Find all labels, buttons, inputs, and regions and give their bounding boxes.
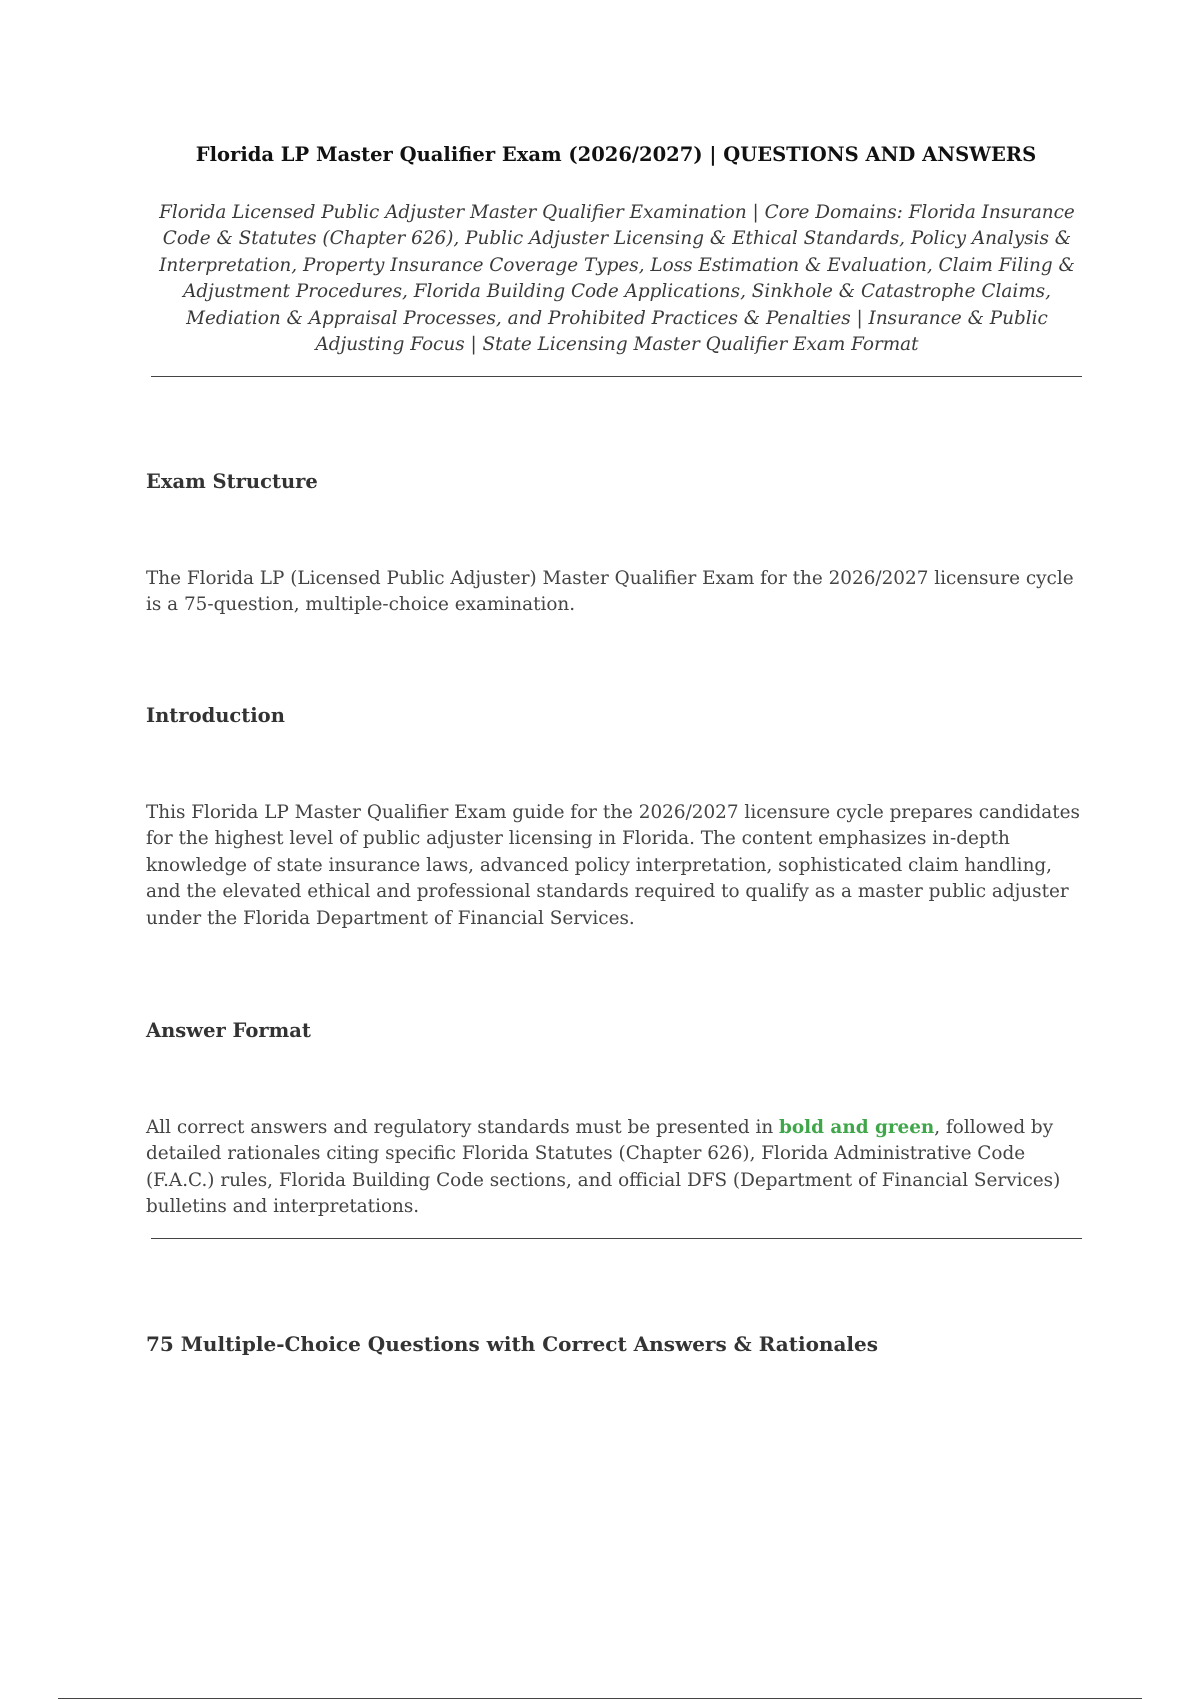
horizontal-divider (151, 376, 1082, 377)
horizontal-divider (151, 1238, 1082, 1239)
answer-format-text-after: , followed by detailed rationales citing specific Florida Statutes (Chapter 626), Florida Administrative Code (F.A.C.) rules, Florida Building Code sections, and official DFS (Department of Financial Services) bulletins and interpretations. (146, 1117, 1061, 1218)
document-title: Florida LP Master Qualifier Exam (2026/2027) | QUESTIONS AND ANSWERS (195, 143, 1037, 166)
introduction-heading: Introduction (146, 704, 285, 727)
questions-heading: 75 Multiple-Choice Questions with Correct Answers & Rationales (146, 1332, 878, 1356)
answer-format-text-before: All correct answers and regulatory standards must be presented in (146, 1117, 780, 1138)
document-subtitle: Florida Licensed Public Adjuster Master Qualifier Examination | Core Domains: Florida Insurance Code & Statutes (Chapter 626), Public Adjuster Licensing & Ethical Standards, Policy Analysis & Interpretation, Property Insurance Coverage Types, Loss Estimation & Evaluation, Claim Filing & Adjustment Procedures, Florida Building Code Applications, Sinkhole & Catastrophe Claims, Mediation & Appraisal Processes, and Prohibited Practices & Penalties | Insurance & Public Adjusting Focus | State Licensing Master Qualifier Exam Format (159, 202, 1075, 356)
introduction-paragraph: This Florida LP Master Qualifier Exam guide for the 2026/2027 licensure cycle prepares candidates for the highest level of public adjuster licensing in Florida. The content emphasizes in-depth knowledge of state insurance laws, advanced policy interpretation, sophisticated claim handling, and the elevated ethical and professional standards required to qualify as a master public adjuster under the Florida Department of Financial Services. (146, 802, 1080, 929)
exam-structure-heading: Exam Structure (146, 470, 318, 493)
answer-format-paragraph (146, 1115, 1090, 1221)
answer-format-highlight: bold and green (779, 1117, 935, 1138)
answer-format-heading: Answer Format (146, 1019, 311, 1042)
page-bottom-rule (58, 1698, 1142, 1699)
exam-structure-paragraph: The Florida LP (Licensed Public Adjuster) Master Qualifier Exam for the 2026/2027 licensure cycle is a 75-question, multiple-choice examination. (146, 568, 1074, 616)
